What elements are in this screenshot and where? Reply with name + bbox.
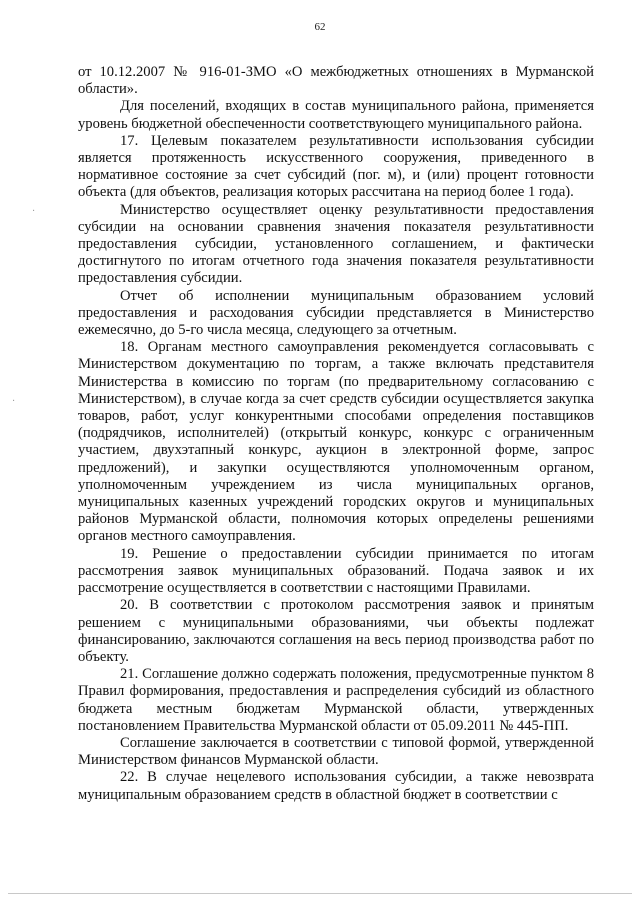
- paragraph-8: 20. В соответствии с протоколом рассмотрения заявок и принятым решением с муниципальными образованиями, чьи объекты подлежат финансированию, заключаются соглашения на весь период производства работ по объекту.: [78, 597, 594, 665]
- paragraph-6: 18. Органам местного самоуправления рекомендуется согласовывать с Министерством документацию по торгам, а также включать представителя Министерства в комиссию по торгам (по предварительному согласованию с Министерством), в случае когда за счет средств субсидии осуществляется закупка товаров, работ, услуг конкурентными способами определения поставщиков (подрядчиков, исполнителей) (открытый конкурс, конкурс с ограниченным участием, двухэтапный конкурс, аукцион в электронной форме, запрос предложений), и закупки осуществляются уполномоченным органом, уполномоченным учреждением из числа муниципальных органов, муниципальных казенных учреждений городских округов и муниципальных районов Мурманской области, полномочия которых определены решениями органов местного самоуправления.: [78, 339, 594, 545]
- paragraph-9: 21. Соглашение должно содержать положения, предусмотренные пунктом 8 Правил формирования, предоставления и распределения субсидий из областного бюджета местным бюджетам Мурманской области, утвержденных постановлением Правительства Мурманской области от 05.09.2011 № 445-ПП.: [78, 666, 594, 734]
- document-body: [78, 64, 594, 804]
- paragraph-4: Министерство осуществляет оценку результативности предоставления субсидии на основании сравнения значения показателя результативности предоставления субсидии, установленного соглашением, и фактически достигнутого по итогам отчетного года значения показателя результативности предоставления субсидии.: [78, 201, 594, 287]
- paragraph-3: 17. Целевым показателем результативности использования субсидии является протяженность искусственного сооружения, приведенного в нормативное состояние за счет субсидий (пог. м), и (или) процент готовности объекта (для объектов, реализация которых рассчитана на период более 1 года).: [78, 132, 594, 201]
- paragraph-2: Для поселений, входящих в состав муниципального района, применяется уровень бюджетной обеспеченности соответствующего муниципального района.: [78, 98, 594, 132]
- paragraph-5: Отчет об исполнении муниципальным образованием условий предоставления и расходования субсидии представляется в Министерство ежемесячно, до 5-го числа месяца, следующего за отчетным.: [78, 287, 594, 339]
- paragraph-7: 19. Решение о предоставлении субсидии принимается по итогам рассмотрения заявок муниципальных образований. Подача заявок и их рассмотрение осуществляется в соответствии с настоящими Правилами.: [78, 545, 594, 597]
- scan-mark: ·: [12, 396, 16, 407]
- scan-mark: ·: [32, 206, 36, 217]
- paragraph-1: от 10.12.2007 № 916-01-ЗМО «О межбюджетных отношениях в Мурманской области».: [78, 64, 594, 98]
- scan-edge-line: [8, 893, 632, 894]
- page-number: 62: [314, 21, 326, 33]
- paragraph-11: 22. В случае нецелевого использования субсидии, а также невозврата муниципальным образованием средств в областной бюджет в соответствии с: [78, 769, 594, 803]
- paragraph-10: Соглашение заключается в соответствии с типовой формой, утвержденной Министерством финансов Мурманской области.: [78, 734, 594, 769]
